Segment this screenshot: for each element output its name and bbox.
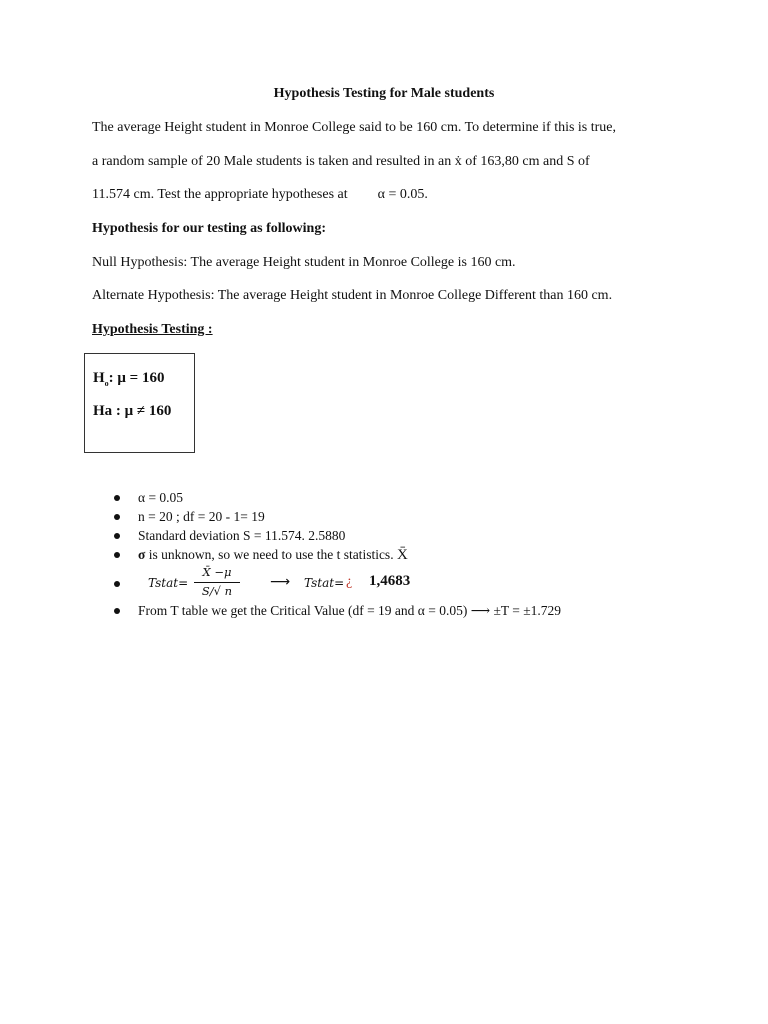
tstat-glyph: ¿: [346, 574, 353, 589]
alpha-item: α = 0.05: [138, 490, 184, 505]
tstat-numerator: X̄ −μ: [202, 565, 232, 579]
std-dev-item: Standard deviation S = 11.574. 2.5880: [138, 528, 346, 543]
xbar-symbol: X̄: [396, 547, 408, 563]
intro-line-1: The average Height student in Monroe College said to be 160 cm. To determine if this is true,: [92, 120, 617, 135]
bullet-icon: [114, 514, 120, 520]
document-title: Hypothesis Testing for Male students: [273, 86, 495, 101]
tstat-item: [114, 565, 534, 602]
alpha-value-inline: α = 0.05.: [377, 187, 428, 202]
tstat-label: Tstat=: [148, 576, 189, 590]
tstat-label-2: Tstat=: [304, 576, 345, 590]
bullet-icon: [114, 581, 120, 587]
bullet-icon: [114, 533, 120, 539]
bullet-icon: [114, 608, 120, 614]
hypothesis-heading: Hypothesis for our testing as following:: [92, 221, 326, 236]
intro-line-3-text: 11.574 cm. Test the appropriate hypotheses at: [92, 187, 348, 202]
arrow-icon: ⟶: [270, 574, 291, 590]
n-df-item: n = 20 ; df = 20 - 1= 19: [138, 509, 265, 524]
alternate-hypothesis-formula: Ha : μ ≠ 160: [93, 403, 172, 419]
hypothesis-box: [84, 353, 195, 453]
tstat-denominator: S/√ n: [201, 584, 233, 598]
bullet-icon: [114, 495, 120, 501]
null-hypothesis: Null Hypothesis: The average Height student in Monroe College is 160 cm.: [92, 255, 516, 270]
fraction-bar: [194, 582, 240, 583]
sigma-symbol: σ: [138, 547, 146, 562]
sigma-item: σ is unknown, so we need to use the t statistics. X̄: [138, 547, 408, 563]
intro-line-3: [92, 187, 428, 203]
alternate-hypothesis: Alternate Hypothesis: The average Height student in Monroe College Different than 160 cm.: [92, 288, 613, 303]
null-hypothesis-formula: $H_o$: μ = 160: [93, 370, 165, 388]
bullet-icon: [114, 552, 120, 558]
tstat-value: 1,4683: [369, 573, 411, 589]
critical-value-item: From T table we get the Critical Value (df = 19 and α = 0.05) ⟶ ±T = ±1.729: [138, 603, 562, 618]
testing-heading: Hypothesis Testing :: [92, 322, 213, 337]
intro-line-2: a random sample of 20 Male students is taken and resulted in an ẋ of 163,80 cm and S of: [92, 154, 590, 169]
